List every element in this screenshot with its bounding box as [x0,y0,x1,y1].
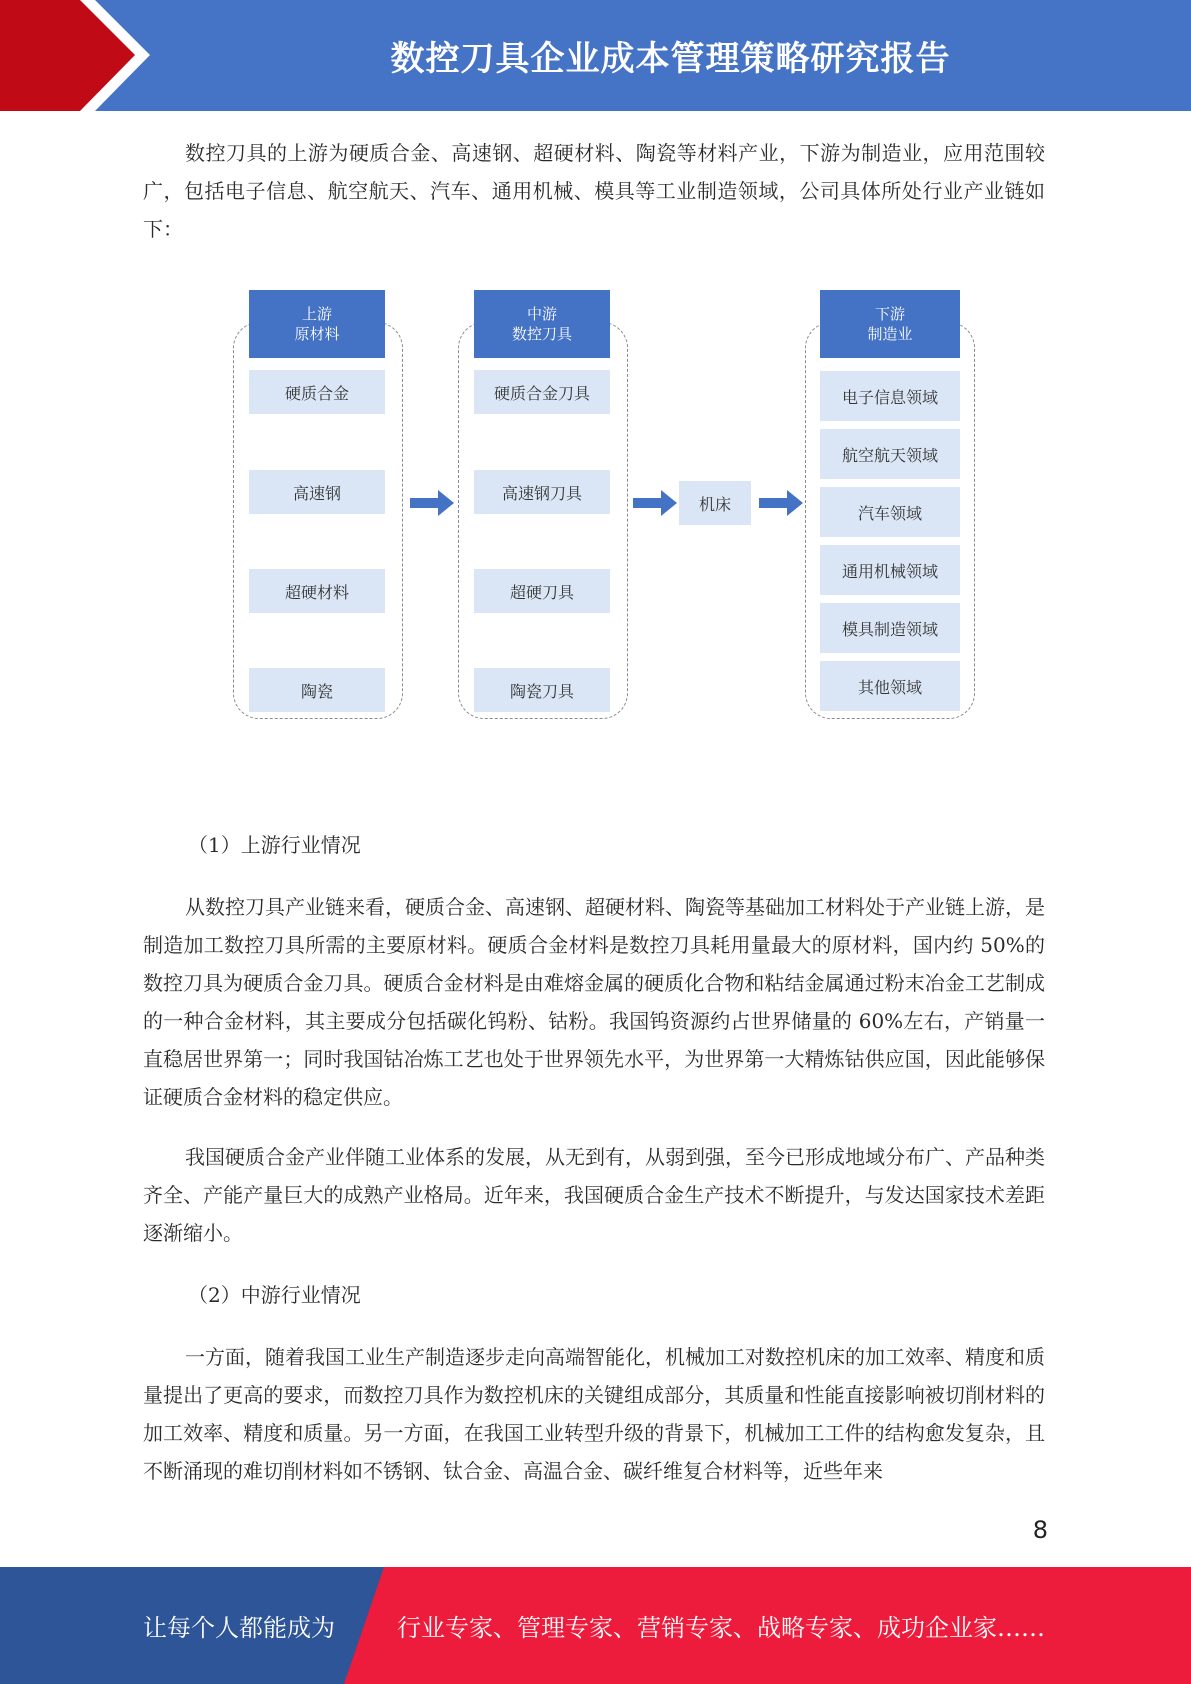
page-number: 8 [1032,1516,1048,1544]
footer-slogan-left: 让每个人都能成为 [143,1614,335,1642]
upstream-item: 硬质合金 [249,370,385,414]
midstream-item: 硬质合金刀具 [474,370,610,414]
downstream-item: 电子信息领域 [820,371,960,421]
section2-heading: （2）中游行业情况 [188,1283,361,1307]
intro-paragraph: 数控刀具的上游为硬质合金、高速钢、超硬材料、陶瓷等材料产业，下游为制造业，应用范围较广，包括电子信息、航空航天、汽车、通用机械、模具等工业制造领域，公司具体所处行业产业链如下： [143,141,1045,241]
arrow-right-icon [759,490,803,516]
upstream-item: 超硬材料 [249,569,385,613]
downstream-item: 通用机械领域 [820,545,960,595]
downstream-item: 模具制造领域 [820,603,960,653]
upstream-item: 陶瓷 [249,668,385,712]
section2-paragraph1: 一方面，随着我国工业生产制造逐步走向高端智能化，机械加工对数控机床的加工效率、精度和质量提出了更高的要求，而数控刀具作为数控机床的关键组成部分，其质量和性能直接影响被切削材料的加工效率、精度和质量。另一方面，在我国工业转型升级的背景下，机械加工工件的结构愈发复杂，且不断涌现的难切削材料如不锈钢、钛合金、高温合金、碳纤维复合材料等，近些年来 [143,1345,1045,1483]
downstream-item: 其他领域 [820,661,960,711]
midstream-item: 陶瓷刀具 [474,668,610,712]
midstream-header-line2: 数控刀具 [511,325,572,343]
section1-heading: （1）上游行业情况 [188,833,361,857]
report-title: 数控刀具企业成本管理策略研究报告 [390,39,951,79]
section1-paragraph2: 我国硬质合金产业伴随工业体系的发展，从无到有，从弱到强，至今已形成地域分布广、产品种类齐全、产能产量巨大的成熟产业格局。近年来，我国硬质合金生产技术不断提升，与发达国家技术差距逐渐缩小。 [143,1145,1045,1245]
downstream-header-line2: 制造业 [867,325,913,343]
upstream-header [249,290,385,358]
midstream-header [474,290,610,358]
upstream-header-line2: 原材料 [294,325,340,343]
midstream-item: 高速钢刀具 [474,470,610,514]
machine-tool-box: 机床 [679,481,751,525]
arrow-right-icon [410,490,454,516]
downstream-item: 汽车领域 [820,487,960,537]
footer-slogan-right: 行业专家、管理专家、营销专家、战略专家、成功企业家…… [397,1614,1045,1642]
arrow-right-icon [633,490,677,516]
upstream-item: 高速钢 [249,470,385,514]
midstream-item: 超硬刀具 [474,569,610,613]
downstream-header-line1: 下游 [874,305,905,323]
page-footer [0,1567,1191,1684]
industry-chain-diagram [230,285,980,725]
midstream-header-line1: 中游 [526,305,557,323]
header-chevron-logo [0,0,160,111]
downstream-header [820,290,960,358]
page-header [0,0,1191,111]
upstream-header-line1: 上游 [301,305,332,323]
downstream-item: 航空航天领域 [820,429,960,479]
section1-paragraph1: 从数控刀具产业链来看，硬质合金、高速钢、超硬材料、陶瓷等基础加工材料处于产业链上游，是制造加工数控刀具所需的主要原材料。硬质合金材料是数控刀具耗用量最大的原材料，国内约 50%的数控刀具为硬质合金刀具。硬质合金材料是由难熔金属的硬质化合物和粘结金属通过粉末冶金工艺制成的一种合金材料，其主要成分包括碳化钨粉、钴粉。我国钨资源约占世界储量的 60%左右，产销量一直稳居世界第一；同时我国钴冶炼工艺也处于世界领先水平，为世界第一大精炼钴供应国，因此能够保证硬质合金材料的稳定供应。 [143,895,1045,1109]
